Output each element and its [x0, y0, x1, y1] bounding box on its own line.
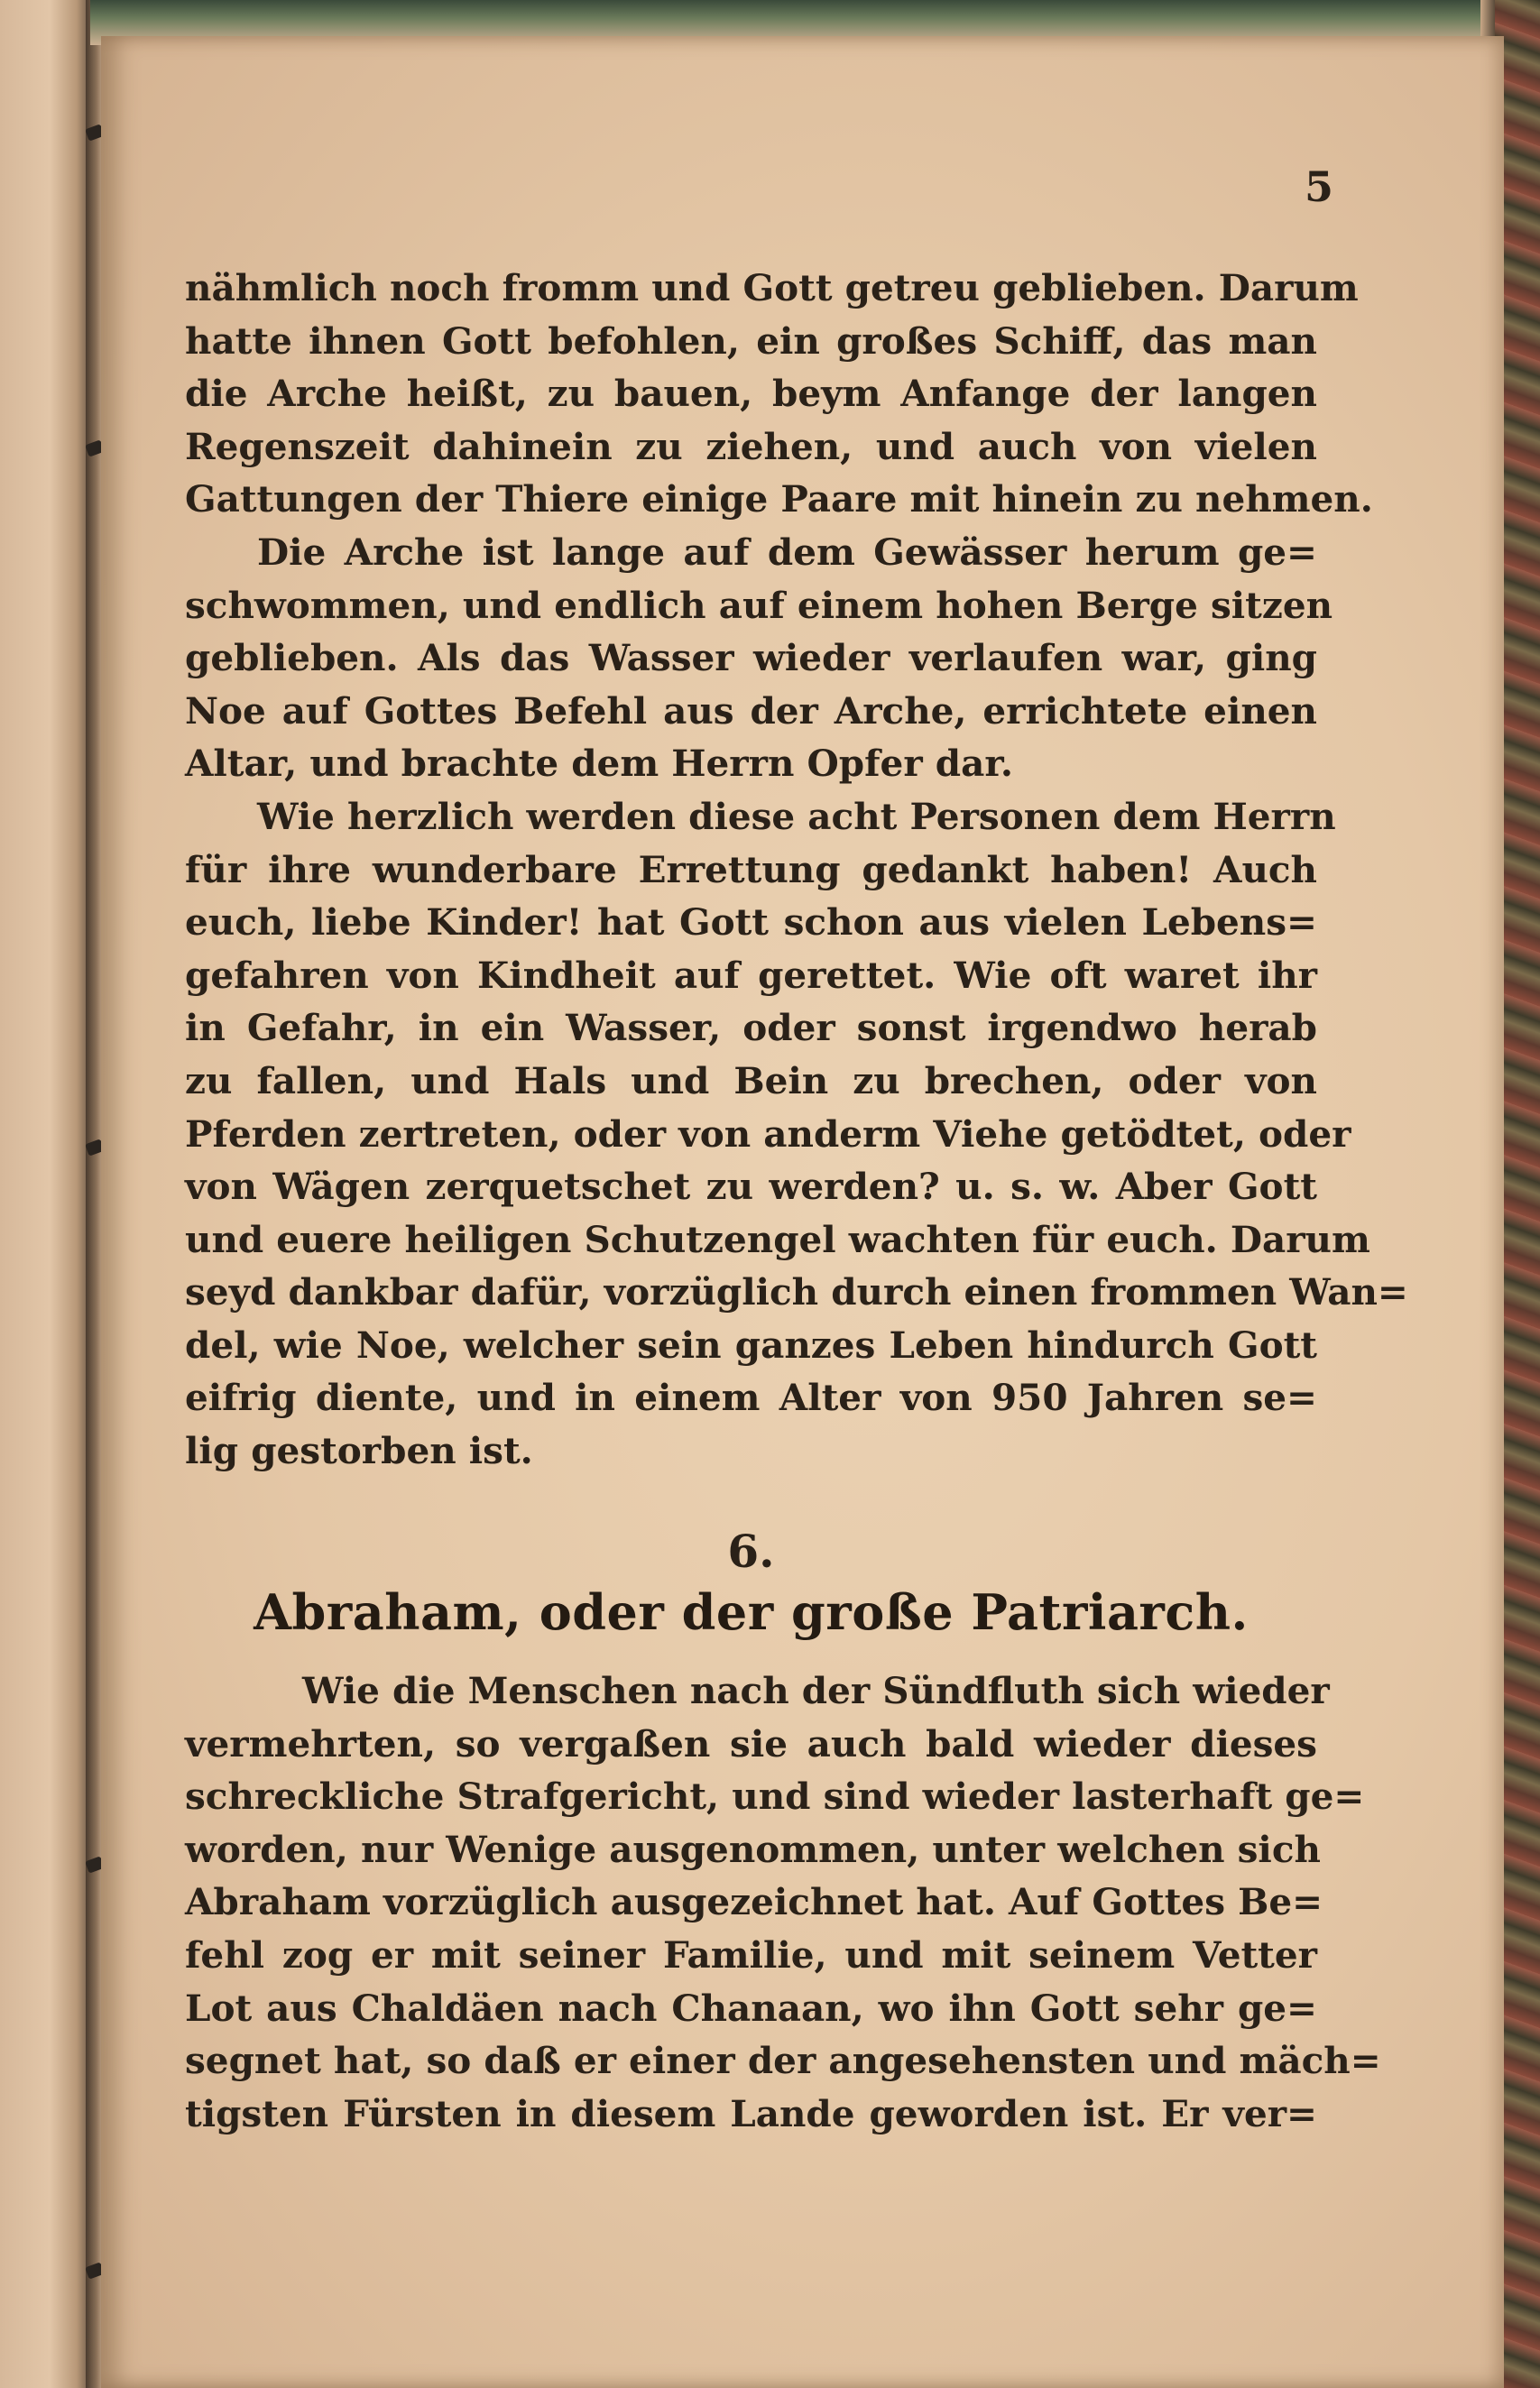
text-line: Noe auf Gottes Befehl aus der Arche, errichtete einen — [185, 688, 1317, 733]
text-line: hatte ihnen Gott befohlen, ein großes Schiff, das man — [185, 318, 1317, 363]
text-line: von Wägen zerquetschet zu werden? u. s. w. Aber Gott — [185, 1165, 1317, 1209]
text-line: Die Arche ist lange auf dem Gewässer herum ge= — [257, 530, 1317, 574]
text-line: zu fallen, und Hals und Bein zu brechen, oder von — [185, 1058, 1317, 1102]
text-line: in Gefahr, in ein Wasser, oder sonst irgendwo herab — [185, 1006, 1317, 1050]
text-line: segnet hat, so daß er einer der angesehensten und mäch= — [185, 2039, 1381, 2083]
text-line: Wie die Menschen nach der Sündfluth sich wieder — [302, 1669, 1330, 1712]
text-line: nähmlich noch fromm und Gott getreu geblieben. Darum — [185, 266, 1359, 309]
facing-page-edge — [0, 0, 90, 2388]
text-line: Lot aus Chaldäen nach Chanaan, wo ihn Gott sehr ge= — [185, 1986, 1317, 2030]
page-number: 5 — [1304, 162, 1333, 211]
text-line: Gattungen der Thiere einige Paare mit hinein zu nehmen. — [185, 477, 1373, 521]
text-line: schwommen, und endlich auf einem hohen Berge sitzen — [185, 583, 1333, 627]
text-line: vermehrten, so vergaßen sie auch bald wieder dieses — [185, 1721, 1317, 1766]
text-line: euch, liebe Kinder! hat Gott schon aus vielen Lebens= — [185, 900, 1317, 945]
text-line: del, wie Noe, welcher sein ganzes Leben hindurch Gott — [185, 1323, 1317, 1367]
text-line: Abraham vorzüglich ausgezeichnet hat. Auf Gottes Be= — [185, 1880, 1323, 1924]
text-line: Regenszeit dahinein zu ziehen, und auch von vielen — [185, 424, 1317, 468]
section-body-text — [185, 1664, 1381, 2140]
text-line: lig gestorben ist. — [185, 1429, 533, 1473]
section-number: 6. — [727, 1525, 775, 1578]
text-line: Wie herzlich werden diese acht Personen dem Herrn — [257, 794, 1336, 838]
text-line: tigsten Fürsten in diesem Lande geworden ist. Er ver= — [185, 2091, 1317, 2135]
text-line: schreckliche Strafgericht, und sind wieder lasterhaft ge= — [185, 1775, 1365, 1819]
text-line: gefahren von Kindheit auf gerettet. Wie oft waret ihr — [185, 953, 1317, 997]
text-line: fehl zog er mit seiner Familie, und mit seinem Vetter — [185, 1932, 1317, 1977]
text-line: die Arche heißt, zu bauen, beym Anfange der langen — [185, 372, 1317, 416]
text-line: Altar, und brachte dem Herrn Opfer dar. — [185, 742, 1014, 786]
text-line: seyd dankbar dafür, vorzüglich durch einen frommen Wan= — [185, 1270, 1408, 1314]
body-text — [185, 262, 1408, 1478]
text-line: eifrig diente, und in einem Alter von 950 Jahren se= — [185, 1376, 1317, 1420]
text-line: Pferden zertreten, oder von anderm Viehe getödtet, oder — [185, 1111, 1351, 1156]
text-line: geblieben. Als das Wasser wieder verlaufen war, ging — [185, 636, 1317, 680]
section-title: Abraham, oder der große Patriarch. — [254, 1583, 1249, 1641]
text-line: worden, nur Wenige ausgenommen, unter welchen sich — [185, 1827, 1321, 1871]
text-line: für ihre wunderbare Errettung gedankt haben! Auch — [185, 847, 1317, 891]
text-line: und euere heiligen Schutzengel wachten für euch. Darum — [185, 1217, 1370, 1261]
